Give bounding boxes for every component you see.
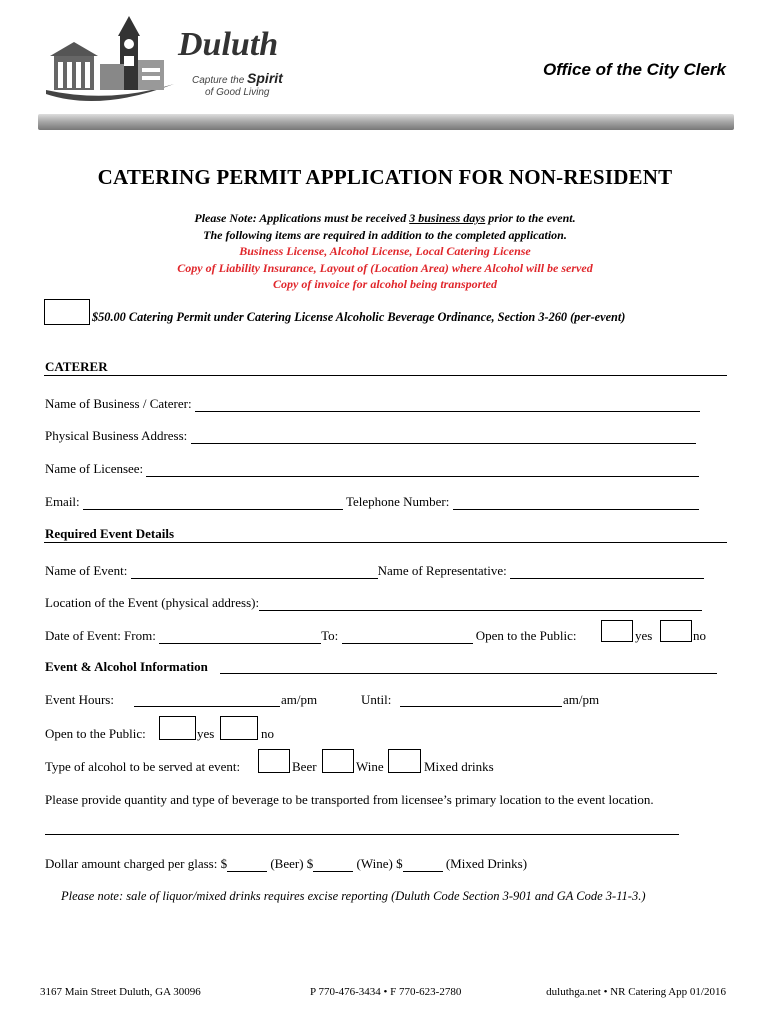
header-bar xyxy=(38,114,734,130)
event-public-yes-checkbox[interactable] xyxy=(601,620,633,642)
event-public-yes-label: yes xyxy=(635,628,653,643)
date-from-input[interactable] xyxy=(159,631,321,644)
logo-tagline-spirit: Spirit xyxy=(247,70,283,86)
until-input[interactable] xyxy=(400,694,562,707)
until-ampm: am/pm xyxy=(563,692,600,707)
wine-paren: (Wine) $ xyxy=(356,856,403,871)
alcohol-public-no-checkbox[interactable] xyxy=(220,716,258,740)
fee-checkbox[interactable] xyxy=(44,299,90,325)
until-label: Until: xyxy=(361,692,392,707)
date-to-label: To: xyxy=(321,628,339,643)
wine-price-input[interactable] xyxy=(313,859,353,872)
footer-address: 3167 Main Street Duluth, GA 30096 xyxy=(40,986,201,998)
mixed-label: Mixed drinks xyxy=(424,759,494,774)
licensee-label: Name of Licensee: xyxy=(45,461,144,476)
alcohol-rule xyxy=(220,673,717,674)
event-name-input[interactable] xyxy=(131,566,378,579)
page-title: CATERING PERMIT APPLICATION FOR NON-RESIDENT xyxy=(97,165,673,189)
address-row xyxy=(45,428,696,444)
note-red-1: Business License, Alcohol License, Local Catering License xyxy=(239,244,531,258)
licensee-input[interactable] xyxy=(146,464,699,477)
city-logo xyxy=(40,14,340,110)
alcohol-public-yes-checkbox[interactable] xyxy=(159,716,196,740)
business-row xyxy=(45,396,700,412)
business-label: Name of Business / Caterer: xyxy=(45,396,192,411)
event-heading: Required Event Details xyxy=(45,526,175,541)
hours-label: Event Hours: xyxy=(45,692,114,707)
dollar-label: Dollar amount charged per glass: $ xyxy=(45,856,228,871)
event-public-label: Open to the Public: xyxy=(475,628,577,643)
alcohol-public-label: Open to the Public: xyxy=(45,726,146,741)
address-input[interactable] xyxy=(191,431,696,444)
hours-ampm: am/pm xyxy=(281,692,318,707)
fee-line: $50.00 Catering Permit under Catering License Alcoholic Beverage Ordinance, Section 3-260 (per-event) xyxy=(92,310,626,324)
mixed-checkbox[interactable] xyxy=(388,749,421,773)
hours-input[interactable] xyxy=(134,694,280,707)
alcohol-public-no-label: no xyxy=(261,726,274,741)
alcohol-heading: Event & Alcohol Information xyxy=(45,659,208,674)
quantity-text: Please provide quantity and type of beverage to be transported from licensee’s primary location to the event location. xyxy=(45,792,654,807)
note-line-2: The following items are required in addition to the completed application. xyxy=(203,228,567,242)
logo-tagline-1: Capture the xyxy=(192,75,245,86)
location-label: Location of the Event (physical address): xyxy=(45,595,260,610)
wine-label: Wine xyxy=(356,759,384,774)
event-name-label: Name of Event: xyxy=(45,563,128,578)
date-from-label: Date of Event: From: xyxy=(45,628,156,643)
wine-checkbox[interactable] xyxy=(322,749,354,773)
note-red-2: Copy of Liability Insurance, Layout of (Location Area) where Alcohol will be served xyxy=(177,261,593,275)
rep-label: Name of Representative: xyxy=(377,563,507,578)
beer-paren: (Beer) $ xyxy=(270,856,314,871)
email-field[interactable] xyxy=(83,497,343,510)
event-public-no-checkbox[interactable] xyxy=(660,620,692,642)
excise-note: Please note: sale of liquor/mixed drinks requires excise reporting (Duluth Code Section 3-901 and GA Code 3-11-3.) xyxy=(61,889,646,903)
mixed-price-input[interactable] xyxy=(403,859,443,872)
footer-phone-fax: P 770-476-3434 • F 770-623-2780 xyxy=(310,986,462,998)
caterer-rule xyxy=(44,375,727,376)
licensee-row xyxy=(45,461,699,477)
date-row xyxy=(45,628,577,644)
beer-price-input[interactable] xyxy=(227,859,267,872)
phone-field[interactable] xyxy=(453,497,699,510)
business-input[interactable] xyxy=(195,399,700,412)
beer-label: Beer xyxy=(292,759,317,774)
footer-site-form: duluthga.net • NR Catering App 01/2016 xyxy=(546,986,726,998)
office-title: Office of the City Clerk xyxy=(543,60,726,79)
event-name-row xyxy=(45,563,704,579)
location-input[interactable] xyxy=(259,598,702,611)
email-label: Email: xyxy=(45,494,80,509)
event-public-no-label: no xyxy=(693,628,706,643)
city-hall-logo-icon xyxy=(40,14,180,110)
mixed-paren: (Mixed Drinks) xyxy=(445,856,528,871)
beer-checkbox[interactable] xyxy=(258,749,290,773)
note-red-3: Copy of invoice for alcohol being transported xyxy=(273,277,497,291)
alcohol-type-label: Type of alcohol to be served at event: xyxy=(45,759,241,774)
date-to-input[interactable] xyxy=(342,631,473,644)
alcohol-public-yes-label: yes xyxy=(197,726,215,741)
address-label: Physical Business Address: xyxy=(45,428,188,443)
phone-label: Telephone Number: xyxy=(345,494,450,509)
quantity-input[interactable] xyxy=(45,822,679,835)
note-line-1: Please Note: Applications must be received 3 business days prior to the event. xyxy=(194,211,576,225)
rep-input[interactable] xyxy=(510,566,704,579)
contact-row xyxy=(45,494,699,510)
dollar-row xyxy=(45,856,527,872)
event-rule xyxy=(44,542,727,543)
caterer-heading: CATERER xyxy=(45,359,108,374)
logo-name: Duluth xyxy=(178,26,279,63)
location-row xyxy=(45,595,702,611)
logo-tagline-2: of Good Living xyxy=(205,87,270,98)
